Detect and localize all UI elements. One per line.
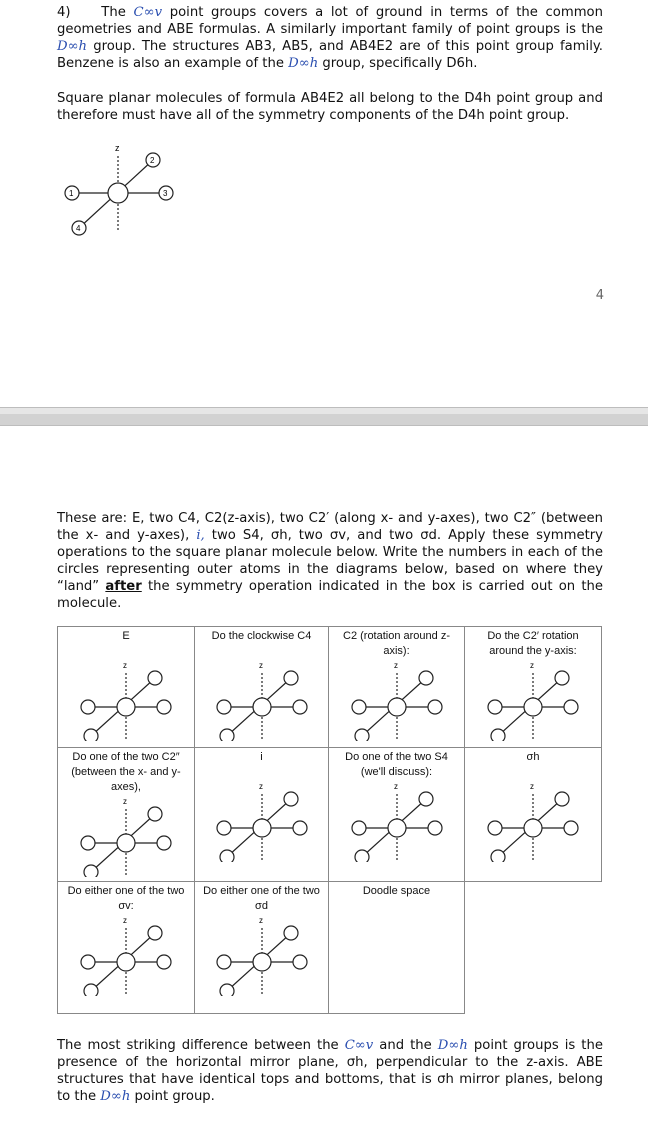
outer-atom-circle[interactable] [84,865,98,877]
cell-label: E [122,630,130,642]
handwritten-dinfh: D∞h [437,1038,468,1053]
after-emphasis: after [105,579,142,594]
outer-atom-circle[interactable] [84,984,98,996]
handwritten-dinfh: D∞h [57,39,88,54]
molecule-diagram [202,914,322,996]
cell-label: Do one of the two C2″ (between the x- and y-axes), [71,751,181,793]
outer-atom-circle[interactable] [284,926,298,940]
outer-atom-circle[interactable] [148,926,162,940]
molecule-diagram [337,659,457,741]
outer-atom-circle[interactable] [217,700,231,714]
atom-label-2: 2 [150,156,155,165]
outer-atom-circle[interactable] [488,700,502,714]
outer-atom-circle[interactable] [220,850,234,862]
cell-s4[interactable] [329,748,465,882]
central-atom [524,698,542,716]
outer-atom-circle[interactable] [81,700,95,714]
outer-atom-circle[interactable] [81,836,95,850]
z-axis-label: z [123,916,127,925]
cell-sigma-h[interactable] [465,748,602,882]
outer-atom-circle[interactable] [491,729,505,741]
cell-c4[interactable] [195,627,329,748]
molecule-diagram [66,659,186,741]
molecule-diagram [66,795,186,877]
outer-atom-circle[interactable] [419,792,433,806]
square-planar-paragraph: Square planar molecules of formula AB4E2 all belong to the D4h point group and therefore must have all of the symmetry components of the D4h point group. [57,91,603,123]
atom-label-4: 4 [76,224,81,233]
outer-atom-circle[interactable] [157,700,171,714]
molecule-diagram [66,914,186,996]
outer-atom-circle[interactable] [428,700,442,714]
cell-label: Do the clockwise C4 [211,630,312,642]
cell-label: i [260,751,263,763]
outer-atom-circle[interactable] [220,729,234,741]
outer-atom-circle[interactable] [419,671,433,685]
outer-atom-circle[interactable] [220,984,234,996]
central-atom [117,834,135,852]
central-atom [388,819,406,837]
page-number: 4 [595,288,604,303]
central-atom [253,819,271,837]
cell-label: C2 (rotation around z-axis): [343,630,450,657]
outer-atom-circle[interactable] [564,700,578,714]
handwritten-i: i, [196,528,205,543]
outer-atom-circle[interactable] [217,821,231,835]
cell-label: Do either one of the two σv: [67,885,185,912]
outer-atom-circle[interactable] [491,850,505,862]
outer-atom-circle[interactable] [293,700,307,714]
cell-label: σh [526,751,540,763]
operations-paragraph: These are: E, two C4, C2(z-axis), two C2′ (along x- and y-axes), two C2″ (between the x- and y-axes), i, two S4, σh, two σv, and two σd. Apply these symmetry operations to the square planar molecule below. Write the numbers in each of the circles representing outer atoms in the diagrams below, based on where they “land” after the symmetry operation indicated in the box is carried out on the molecule. [57,511,603,611]
outer-atom-circle[interactable] [355,850,369,862]
outer-atom-circle[interactable] [81,955,95,969]
outer-atom-circle[interactable] [284,792,298,806]
central-atom [117,953,135,971]
z-axis-label: z [530,782,534,791]
cell-c2-double-prime[interactable] [58,748,195,882]
outer-atom-circle[interactable] [555,671,569,685]
cell-c2-prime[interactable] [465,627,602,748]
outer-atom-circle[interactable] [148,807,162,821]
z-axis-label: z [115,143,120,153]
cell-sigma-v[interactable] [58,882,195,1014]
central-atom [253,698,271,716]
empty-cell [465,882,602,1014]
closing-paragraph: The most striking difference between the C∞v and the D∞h point groups is the presence of the horizontal mirror plane, σh, perpendicular to the z-axis. ABE structures that have identical tops and bottoms, that is σh mirror planes, belong to the D∞h point group. [57,1038,603,1104]
outer-atom-circle[interactable] [352,700,366,714]
handwritten-dinfh: D∞h [288,56,319,71]
cell-sigma-d[interactable] [195,882,329,1014]
outer-atom-circle[interactable] [564,821,578,835]
question-number: 4) [57,5,71,20]
molecule-diagram [337,780,457,862]
molecule-diagram [202,659,322,741]
outer-atom-circle[interactable] [217,955,231,969]
z-axis-label: z [123,661,127,670]
outer-atom-circle[interactable] [84,729,98,741]
central-atom [388,698,406,716]
molecule-diagram [473,780,593,862]
atom-label-3: 3 [163,189,168,198]
handwritten-cinfv: C∞v [133,5,163,20]
outer-atom-circle[interactable] [428,821,442,835]
z-axis-label: z [258,661,263,670]
outer-atom-circle[interactable] [157,836,171,850]
cell-c2[interactable] [329,627,465,748]
cell-label: Do one of the two S4 (we'll discuss): [345,751,448,778]
cell-label: Do the C2′ rotation around the y-axis: [487,630,579,657]
cell-doodle-space[interactable] [329,882,465,1014]
cell-i[interactable] [195,748,329,882]
z-axis-label: z [258,782,263,791]
handwritten-cinfv: C∞v [344,1038,374,1053]
outer-atom-circle[interactable] [488,821,502,835]
z-axis-label: z [393,661,398,670]
page-divider [0,407,648,426]
symmetry-grid [57,626,602,1014]
cell-label: Doodle space [362,885,431,897]
top-molecule-diagram [55,140,195,240]
outer-atom-circle[interactable] [352,821,366,835]
central-atom [524,819,542,837]
atom-label-1: 1 [69,189,74,198]
z-axis-label: z [123,797,127,806]
intro-paragraph: 4) The C∞v point groups covers a lot of ground in terms of the common geometries and ABE formulas. A similarly important family of point groups is the D∞h group. The structures AB3, AB5, and AB4E2 are of this point group family. Benzene is also an example of the D∞h group, specifically D6h. [57,5,603,71]
outer-atom-circle[interactable] [157,955,171,969]
outer-atom-circle[interactable] [355,729,369,741]
molecule-diagram [473,659,593,741]
z-axis-label: z [530,661,534,670]
cell-label: Do either one of the two σd [203,885,320,912]
central-atom [117,698,135,716]
outer-atom-circle[interactable] [293,821,307,835]
outer-atom-circle[interactable] [555,792,569,806]
central-atom [253,953,271,971]
cell-e[interactable] [58,627,195,748]
outer-atom-circle[interactable] [293,955,307,969]
handwritten-dinfh: D∞h [100,1089,131,1104]
outer-atom-circle[interactable] [284,671,298,685]
molecule-diagram [202,780,322,862]
outer-atom-circle[interactable] [148,671,162,685]
z-axis-label: z [258,916,263,925]
z-axis-label: z [393,782,398,791]
